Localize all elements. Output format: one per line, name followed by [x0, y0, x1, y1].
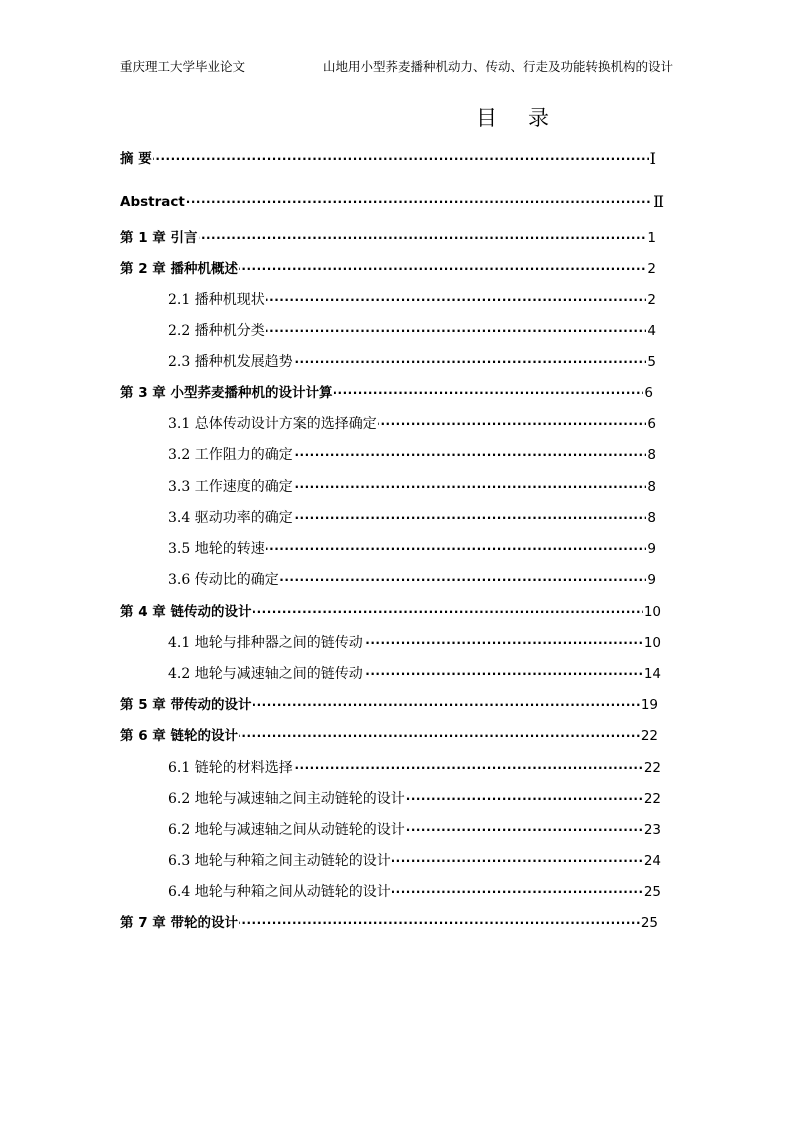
toc-entry-page: 2	[647, 261, 656, 277]
toc-title-char-1: 目	[476, 106, 497, 130]
header-thesis-title: 山地用小型荞麦播种机动力、传动、行走及功能转换机构的设计	[322, 59, 673, 74]
toc-entry-label: 6.2 地轮与减速轴之间从动链轮的设计	[168, 822, 405, 838]
toc-entry-page: Ⅰ	[649, 149, 656, 168]
toc-entry-page: 19	[640, 697, 658, 713]
toc-entry-label: 3.1 总体传动设计方案的选择确定	[168, 416, 377, 432]
toc-entry-page: 25	[643, 884, 661, 900]
toc-entry-page: 8	[647, 447, 656, 463]
dot-leader	[120, 149, 656, 169]
toc-entry-page: 22	[643, 760, 661, 776]
toc-entry-label: 4.1 地轮与排种器之间的链传动	[168, 635, 363, 651]
toc-entry-page: 6	[647, 416, 656, 432]
toc-entry-label: 第 2 章 播种机概述	[120, 261, 238, 277]
toc-entry-page: 25	[640, 915, 658, 931]
running-header	[120, 58, 673, 76]
toc-entry-section-2-1[interactable]	[168, 290, 656, 310]
toc-entry-page: 10	[643, 635, 661, 651]
header-school: 重庆理工大学毕业论文	[120, 59, 246, 74]
toc-entry-page: 6	[644, 385, 653, 401]
toc-entry-page: 24	[643, 853, 661, 869]
toc-entry-page: 14	[643, 666, 661, 682]
toc-entry-page: 8	[647, 510, 656, 526]
dot-leader	[120, 192, 664, 212]
toc-entry-page: 8	[647, 479, 656, 495]
toc-entry-label: 6.4 地轮与种箱之间从动链轮的设计	[168, 884, 391, 900]
toc-entry-chapter-7[interactable]	[120, 913, 658, 933]
toc-entry-label: 第 3 章 小型荞麦播种机的设计计算	[120, 385, 333, 401]
toc-entry-chapter-2[interactable]	[120, 259, 656, 279]
toc-entry-page: 22	[640, 728, 658, 744]
toc-entry-page: 1	[647, 230, 656, 246]
toc-entry-page: 9	[647, 541, 656, 557]
toc-entry-label: 摘 要	[120, 151, 152, 167]
dot-leader	[120, 228, 656, 248]
toc-entry-abstract-cn[interactable]	[120, 149, 656, 169]
toc-entry-label: 3.5 地轮的转速	[168, 541, 265, 557]
toc-entry-abstract-en[interactable]	[120, 192, 664, 212]
toc-entry-section-4-2[interactable]	[168, 664, 661, 684]
toc-entry-section-6-1[interactable]	[168, 758, 661, 778]
toc-entry-label: Abstract	[120, 194, 185, 210]
toc-entry-label: 3.4 驱动功率的确定	[168, 510, 293, 526]
toc-entry-section-3-6[interactable]	[168, 570, 656, 590]
toc-entry-label: 6.3 地轮与种箱之间主动链轮的设计	[168, 853, 391, 869]
toc-entry-label: 6.2 地轮与减速轴之间主动链轮的设计	[168, 791, 405, 807]
toc-entry-section-3-1[interactable]	[168, 414, 656, 434]
toc-title	[0, 104, 793, 132]
toc-entry-section-4-1[interactable]	[168, 633, 661, 653]
toc-entry-chapter-5[interactable]	[120, 695, 658, 715]
toc-entry-chapter-1[interactable]	[120, 228, 656, 248]
toc-entry-page: 2	[647, 292, 656, 308]
toc-entry-page: Ⅱ	[653, 192, 664, 211]
toc-entry-label: 6.1 链轮的材料选择	[168, 760, 293, 776]
toc-entry-chapter-4[interactable]	[120, 602, 661, 622]
toc-entry-chapter-6[interactable]	[120, 726, 658, 746]
toc-entry-section-2-3[interactable]	[168, 352, 656, 372]
toc-title-char-2: 录	[528, 106, 549, 130]
toc-entry-label: 2.3 播种机发展趋势	[168, 354, 293, 370]
toc-entry-label: 3.3 工作速度的确定	[168, 479, 293, 495]
toc-entry-label: 3.2 工作阻力的确定	[168, 447, 293, 463]
toc-entry-label: 第 4 章 链传动的设计	[120, 604, 252, 620]
toc-entry-section-3-5[interactable]	[168, 539, 656, 559]
toc-entry-section-6-2a[interactable]	[168, 789, 661, 809]
toc-entry-label: 第 5 章 带传动的设计	[120, 697, 252, 713]
toc-entry-label: 2.2 播种机分类	[168, 323, 265, 339]
toc-entry-section-3-2[interactable]	[168, 445, 656, 465]
toc-entry-page: 9	[647, 572, 656, 588]
toc-entry-section-6-4[interactable]	[168, 882, 661, 902]
toc-entry-page: 5	[647, 354, 656, 370]
toc-entry-page: 4	[647, 323, 656, 339]
toc-entry-section-3-4[interactable]	[168, 508, 656, 528]
toc-entry-label: 第 6 章 链轮的设计	[120, 728, 238, 744]
toc-entry-label: 第 1 章 引言	[120, 230, 198, 246]
toc-entry-label: 3.6 传动比的确定	[168, 572, 279, 588]
toc-entry-label: 4.2 地轮与减速轴之间的链传动	[168, 666, 363, 682]
toc-entry-page: 23	[643, 822, 661, 838]
toc-entry-label: 2.1 播种机现状	[168, 292, 265, 308]
toc-entry-chapter-3[interactable]	[120, 383, 653, 403]
toc-entry-label: 第 7 章 带轮的设计	[120, 915, 238, 931]
toc-entry-section-2-2[interactable]	[168, 321, 656, 341]
toc-entry-section-6-3[interactable]	[168, 851, 661, 871]
toc-entry-section-3-3[interactable]	[168, 477, 656, 497]
toc-entry-page: 22	[643, 791, 661, 807]
toc-entry-section-6-2b[interactable]	[168, 820, 661, 840]
toc-entry-page: 10	[643, 604, 661, 620]
